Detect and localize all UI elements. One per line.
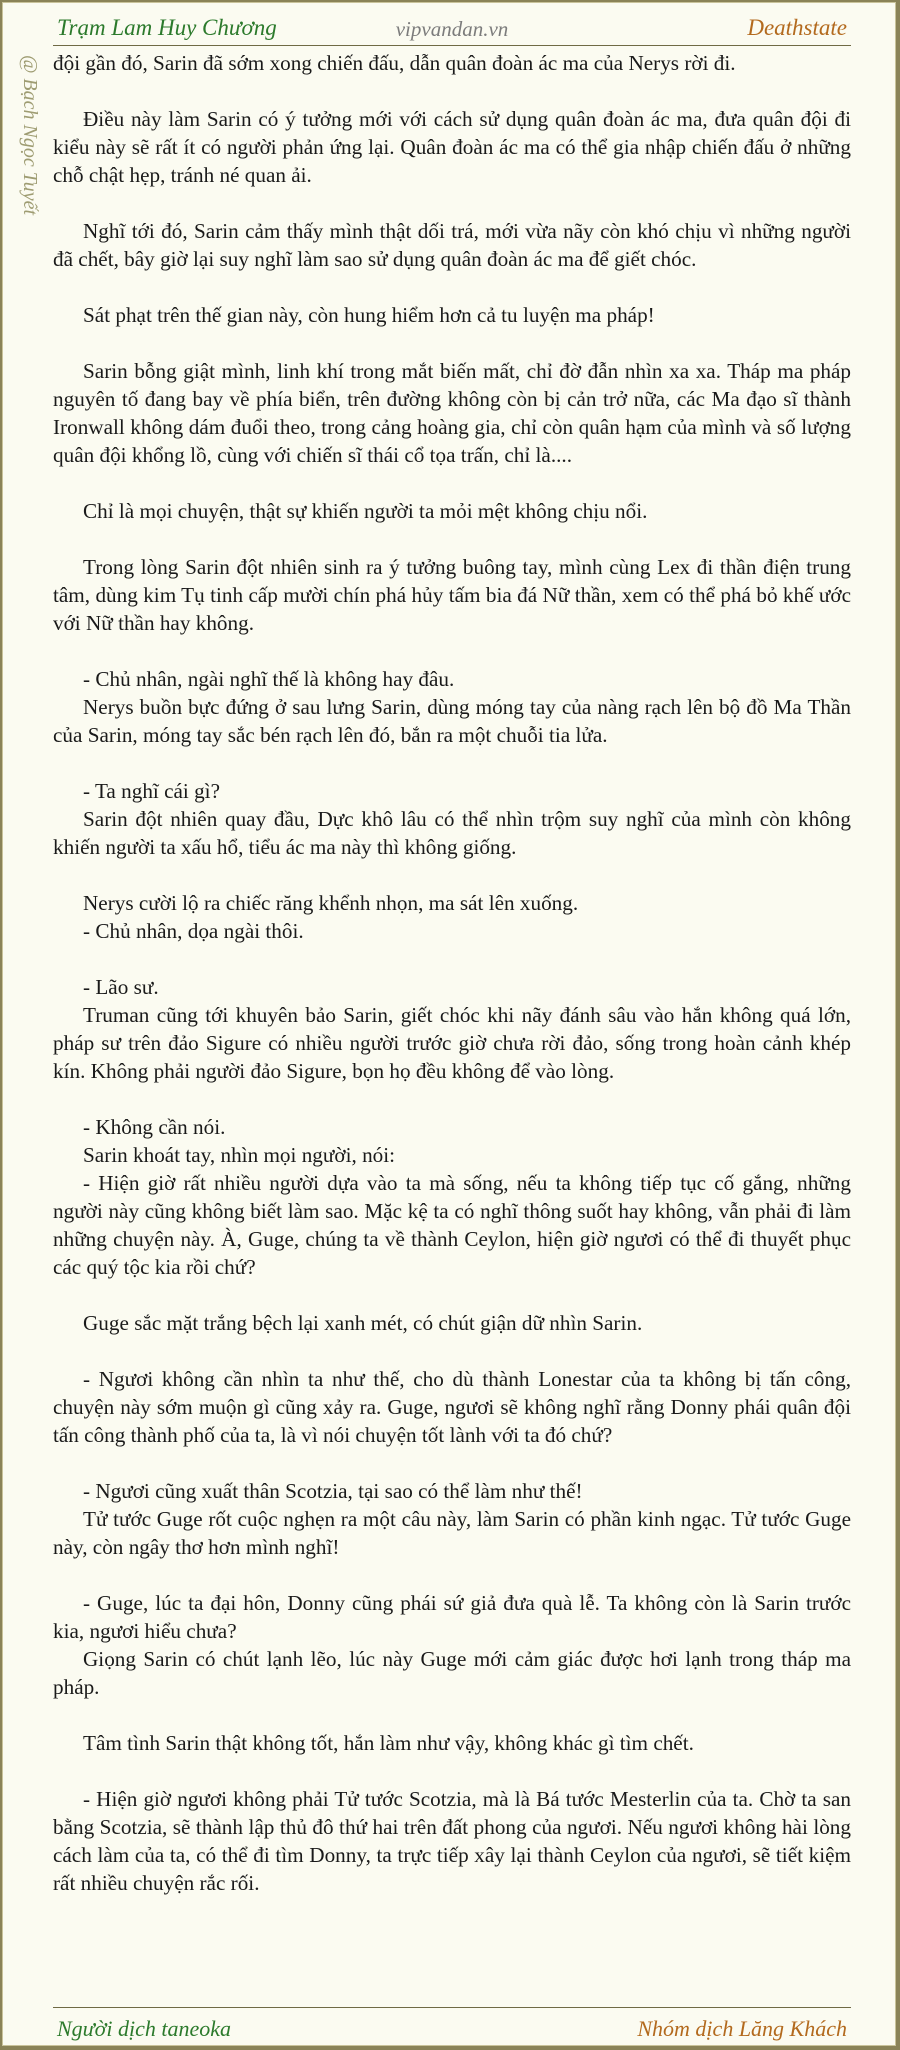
paragraph: Trong lòng Sarin đột nhiên sinh ra ý tưởng buông tay, mình cùng Lex đi thần điện trung tâm, dùng kim Tụ tinh cấp mười chín phá hủy tấm bia đá Nữ thần, xem có thể phá bỏ khế ước với Nữ thần hay không. xyxy=(53,555,851,635)
paragraph: Truman cũng tới khuyên bảo Sarin, giết chóc khi nãy đánh sâu vào hắn không quá lớn, pháp sư trên đảo Sigure có nhiều người trước giờ chưa rời đảo, sống trong hoàn cảnh khép kín. Không phải người đảo Sigure, bọn họ đều không để vào lòng. xyxy=(53,1003,851,1083)
paragraph: Guge sắc mặt trắng bệch lại xanh mét, có chút giận dữ nhìn Sarin. xyxy=(83,1311,643,1335)
paragraph: - Hiện giờ ngươi không phải Tử tước Scotzia, mà là Bá tước Mesterlin của ta. Chờ ta san bằng Scotzia, sẽ thành lập thủ đô thứ hai trên đất phong của ngươi. Nếu ngươi không hài lòng cách làm của ta, có thể đi tìm Donny, ta trực tiếp xây lại thành Ceylon của ngươi, sẽ tiết kiệm rất nhiều chuyện rắc rối. xyxy=(53,1787,851,1895)
paragraph: Sarin bỗng giật mình, linh khí trong mắt biến mất, chỉ đờ đẫn nhìn xa xa. Tháp ma pháp nguyên tố đang bay về phía biển, trên đường không còn bị cản trở nữa, các Ma đạo sĩ thành Ironwall không dám đuổi theo, trong cảng hoàng gia, chỉ còn quân hạm của mình và số lượng quân đội khổng lồ, cùng với chiến sĩ thái cổ tọa trấn, chỉ là.... xyxy=(53,359,851,467)
paragraph: - Hiện giờ rất nhiều người dựa vào ta mà sống, nếu ta không tiếp tục cố gắng, những người này cũng không biết làm sao. Mặc kệ ta có nghĩ thông suốt hay không, vẫn phải đi làm những chuyện này. À, Guge, chúng ta về thành Ceylon, hiện giờ ngươi có thể đi thuyết phục các quý tộc kia rồi chứ? xyxy=(53,1171,851,1279)
paragraph: Chỉ là mọi chuyện, thật sự khiến người ta mỏi mệt không chịu nổi. xyxy=(83,499,648,523)
translator-credit: Người dịch taneoka xyxy=(57,2016,232,2041)
page-footer xyxy=(53,2007,851,2041)
paragraph: - Ta nghĩ cái gì? xyxy=(83,779,220,803)
paragraph: Sát phạt trên thế gian này, còn hung hiểm hơn cả tu luyện ma pháp! xyxy=(83,303,655,327)
paragraph: Nghĩ tới đó, Sarin cảm thấy mình thật dối trá, mới vừa nãy còn khó chịu vì những người đã chết, bây giờ lại suy nghĩ làm sao sử dụng quân đoàn ác ma để giết chóc. xyxy=(53,219,851,271)
paragraph: - Ngươi không cần nhìn ta như thế, cho dù thành Lonestar của ta không bị tấn công, chuyện này sớm muộn gì cũng xảy ra. Guge, ngươi sẽ không nghĩ rằng Donny phái quân đội tấn công thành phố của ta, là vì nói chuyện tốt lành với ta đó chứ? xyxy=(53,1367,851,1447)
book-title: Deathstate xyxy=(747,15,847,40)
page-header xyxy=(53,9,851,46)
paragraph: Sarin đột nhiên quay đầu, Dực khô lâu có thể nhìn trộm suy nghĩ của mình còn không khiến người ta xấu hổ, tiểu ác ma này thì không giống. xyxy=(53,807,851,859)
paragraph: Nerys cười lộ ra chiếc răng khểnh nhọn, ma sát lên xuống. xyxy=(83,891,579,915)
paragraph: Tâm tình Sarin thật không tốt, hắn làm như vậy, không khác gì tìm chết. xyxy=(83,1731,694,1755)
paragraph: - Guge, lúc ta đại hôn, Donny cũng phái sứ giả đưa quà lễ. Ta không còn là Sarin trước kia, ngươi hiểu chưa? xyxy=(53,1591,851,1643)
side-watermark: @ Bạch Ngọc Tuyết xyxy=(19,55,41,216)
site-url: vipvandan.vn xyxy=(395,17,509,41)
page xyxy=(2,2,896,2046)
paragraph: Điều này làm Sarin có ý tưởng mới với cách sử dụng quân đoàn ác ma, đưa quân đội đi kiểu này sẽ rất ít có người phản ứng lại. Quân đoàn ác ma có thể gia nhập chiến đấu ở những chỗ chật hẹp, tránh né quan ải. xyxy=(53,107,851,187)
paragraph: - Không cần nói. xyxy=(83,1115,226,1139)
paragraph: - Chủ nhân, ngài nghĩ thế là không hay đâu. xyxy=(83,667,455,691)
site-name-link[interactable]: Trạm Lam Huy Chương xyxy=(57,15,277,40)
paragraph: - Ngươi cũng xuất thân Scotzia, tại sao có thể làm như thế! xyxy=(83,1479,583,1503)
paragraph: Nerys buồn bực đứng ở sau lưng Sarin, dùng móng tay của nàng rạch lên bộ đồ Ma Thần của Sarin, móng tay sắc bén rạch lên đó, bắn ra một chuỗi tia lửa. xyxy=(53,695,851,747)
translation-group: Nhóm dịch Lăng Khách xyxy=(637,2016,847,2041)
paragraph: Sarin khoát tay, nhìn mọi người, nói: xyxy=(83,1143,396,1167)
paragraph: - Lão sư. xyxy=(83,975,159,999)
paragraph: đội gần đó, Sarin đã sớm xong chiến đấu, dẫn quân đoàn ác ma của Nerys rời đi. xyxy=(53,51,736,75)
paragraph: Tử tước Guge rốt cuộc nghẹn ra một câu này, làm Sarin có phần kinh ngạc. Tử tước Guge này, còn ngây thơ hơn mình nghĩ! xyxy=(53,1507,851,1559)
chapter-text xyxy=(53,49,851,1897)
paragraph: - Chủ nhân, dọa ngài thôi. xyxy=(83,919,304,943)
paragraph: Giọng Sarin có chút lạnh lẽo, lúc này Guge mới cảm giác được hơi lạnh trong tháp ma pháp. xyxy=(53,1647,851,1699)
